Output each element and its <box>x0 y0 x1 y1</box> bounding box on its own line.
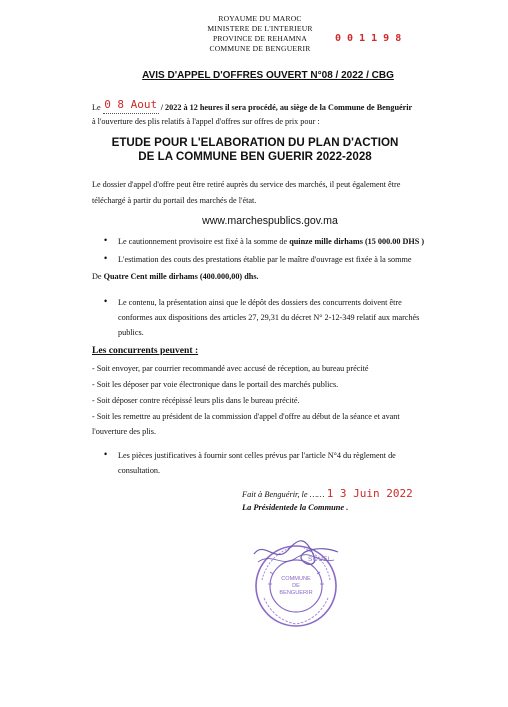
bullet-estimation-dot: • <box>104 253 108 263</box>
dossier-line-1: Le dossier d'appel d'offre peut être retiré auprès du service des marchés, il peut également être <box>92 180 401 189</box>
caution-text: Le cautionnement provisoire est fixé à la somme de <box>118 237 288 246</box>
intro-line-2: à l'ouverture des plis relatifs à l'appel d'offres sur offres de prix pour : <box>92 117 320 126</box>
contenu-line-3: publics. <box>118 328 144 337</box>
concurrents-item-4: - Soit les remettre au président de la commission d'appel d'offre au début de la séance et avant <box>92 412 400 421</box>
dossier-line-2: téléchargé à partir du portail des marchés de l'état. <box>92 196 257 205</box>
intro-le: Le <box>92 103 101 112</box>
subject-line-2: DE LA COMMUNE BEN GUERIR 2022-2028 <box>138 150 372 163</box>
concurrents-heading: Les concurrents peuvent : <box>92 345 199 356</box>
reference-number-stamp: 0 0 1 1 9 8 <box>335 33 402 44</box>
pieces-line-1: Les pièces justificatives à fournir sont celles prévus par l'article N°4 du règlement de <box>118 451 396 460</box>
concurrents-item-1: - Soit envoyer, par courrier recommandé avec accusé de réception, au bureau précité <box>92 364 369 373</box>
concurrents-item-4-cont: l'ouverture des plis. <box>92 427 157 436</box>
intro-line-1 <box>92 100 432 116</box>
header-ministry: MINISTERE DE L'INTERIEUR <box>207 24 313 33</box>
contenu-line-2: conformes aux dispositions des articles 27, 29,31 du décret N° 2-12-349 relatif aux marchés <box>118 313 420 322</box>
concurrents-item-2: - Soit les déposer par voie électronique dans le portail des marchés publics. <box>92 380 339 389</box>
website-link[interactable]: www.marchespublics.gov.ma <box>202 215 338 227</box>
estimation-amount: Quatre Cent mille dirhams (400.000,00) dhs. <box>103 272 259 281</box>
signature-role: La Présidentede la Commune . <box>242 503 349 512</box>
subject-line-1: ETUDE POUR L'ELABORATION DU PLAN D'ACTION <box>111 136 399 149</box>
stamp-center-line-1: COMMUNE <box>281 576 311 582</box>
bullet-pieces-dot: • <box>104 449 108 459</box>
stamp-name-overlay: SOUFI <box>308 556 331 563</box>
notice-title: AVIS D'APPEL D'OFFRES OUVERT N°08 / 2022 / CBG <box>142 70 394 81</box>
official-stamp <box>248 534 344 630</box>
stamp-center-line-3: BENGUERIR <box>279 590 313 596</box>
signature-fait: Fait à Benguérir, le <box>242 490 308 499</box>
header-kingdom: ROYAUME DU MAROC <box>218 14 302 23</box>
contenu-line-1: Le contenu, la présentation ainsi que le dépôt des dossiers des concurrents doivent être <box>118 298 402 307</box>
signature-dots: …… <box>309 490 325 499</box>
estimation-amount-line <box>92 270 432 284</box>
estimation-line: L'estimation des couts des prestations établie par le maître d'ouvrage est fixée à la somme <box>118 255 412 264</box>
stamp-center-text <box>272 576 320 597</box>
bullet-contenu-dot: • <box>104 296 108 306</box>
caution-line <box>118 235 448 249</box>
signature-place-date <box>242 487 413 500</box>
caution-amount: quinze mille dirhams (15 000.00 DHS ) <box>289 237 425 246</box>
concurrents-item-3: - Soit déposer contre récépissé leurs plis dans le bureau précité. <box>92 396 300 405</box>
opening-date-field <box>103 98 159 114</box>
opening-date-handwritten: 0 8 Aout <box>104 98 158 111</box>
intro-rest: / 2022 à 12 heures il sera procédé, au siège de la Commune de Benguérir <box>160 103 413 112</box>
signature-date-handwritten: 1 3 Juin 2022 <box>326 487 413 500</box>
bullet-caution-dot: • <box>104 235 108 245</box>
header-commune: COMMUNE DE BENGUERIR <box>209 44 311 53</box>
stamp-center-line-2: DE <box>292 583 300 589</box>
header-province: PROVINCE DE REHAMNA <box>212 34 308 43</box>
estimation-prefix: De <box>92 272 102 281</box>
pieces-line-2: consultation. <box>118 466 161 475</box>
